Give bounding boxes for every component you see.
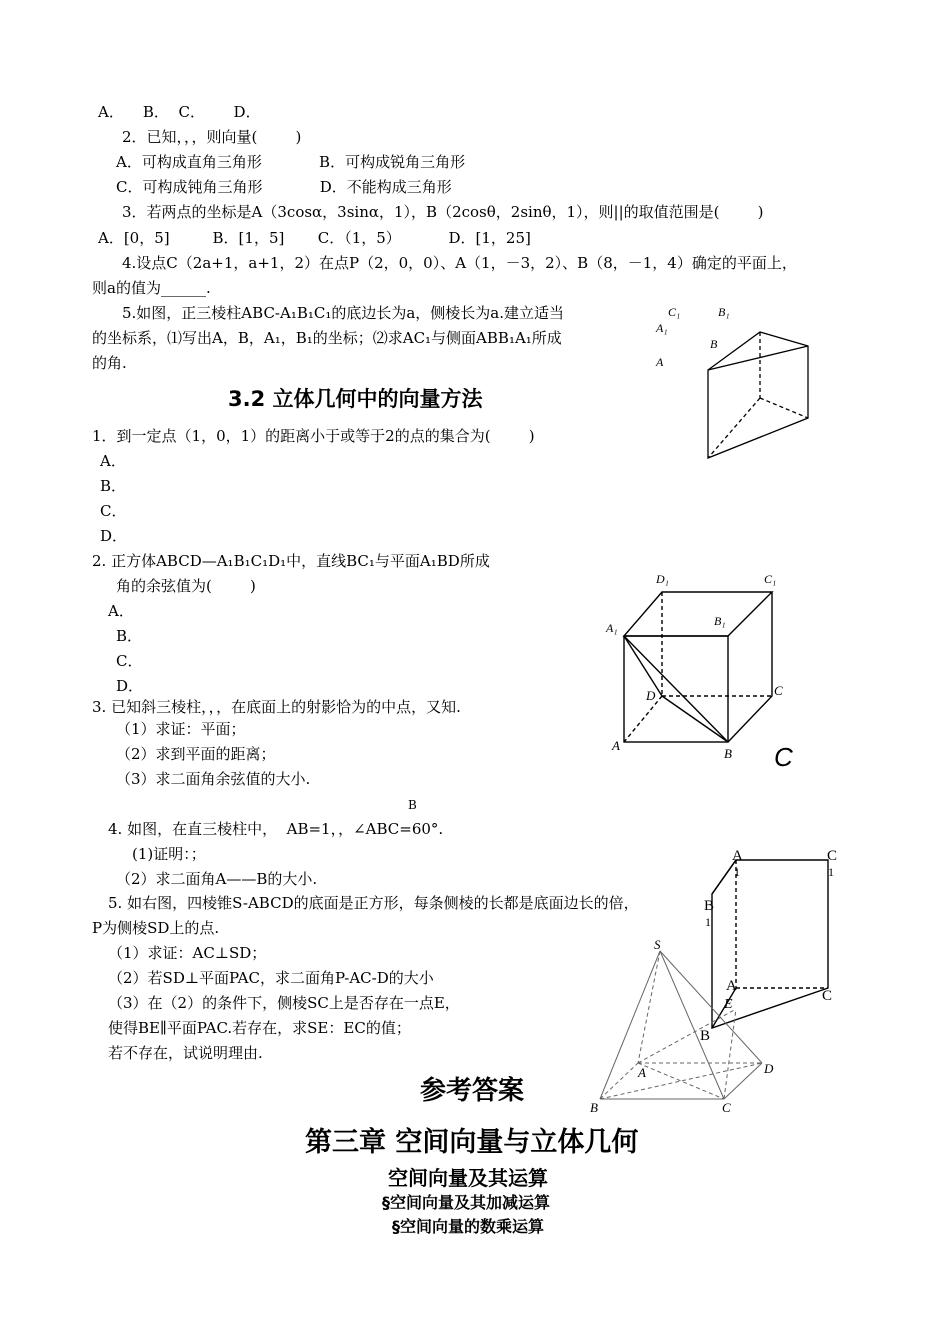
s32-q3-part3: （3）求二面角余弦值的大小.	[116, 770, 311, 788]
s32-q5-part1: （1）求证：AC⊥SD；	[108, 944, 267, 962]
right-prism-label-b-sub: 1	[705, 915, 711, 929]
s32-q2-option-b: B．	[116, 627, 143, 645]
answers-subtitle-1: 空间向量及其运算	[388, 1166, 548, 1190]
cube-label-d: D	[646, 688, 656, 703]
prism-label-b1: B₁	[718, 305, 730, 319]
pyramid-figure	[588, 935, 788, 1120]
pyramid-label-d: D	[764, 1061, 774, 1076]
s32-q5-part2: （2）若SD⊥平面PAC，求二面角P-AC-D的大小	[108, 969, 434, 987]
prism-label-c1: C₁	[668, 305, 681, 319]
s32-q2-option-a: A．	[108, 602, 134, 620]
cube-label-c: C	[774, 683, 783, 698]
q3-options: A．[0，5] B．[1，5] C．（1，5） D．[1，25]	[98, 229, 531, 247]
s32-q1-option-b: B．	[100, 477, 127, 495]
cube-label-b: B	[724, 746, 732, 761]
s32-q5-stem-1: 5. 如右图，四棱锥S-ABCD的底面是正方形，每条侧棱的长都是底面边长的倍，	[108, 894, 639, 912]
pyramid-label-e: E	[724, 997, 733, 1012]
right-prism-label-a-bottom: A	[726, 978, 737, 994]
s32-q5-stem-2: P为侧棱SD上的点.	[92, 919, 220, 937]
s32-q5-part3-end: 若不存在，试说明理由.	[108, 1044, 263, 1062]
answers-subtitle-2: §空间向量及其加减运算	[382, 1193, 551, 1212]
cube-big-letter-c: C	[774, 742, 793, 772]
s32-q4-stem: 4. 如图，在直三棱柱中， AB=1，，∠ABC=60°.	[108, 820, 444, 838]
q2-stem: 2．已知，，，则向量( )	[122, 128, 302, 146]
pyramid-label-a: A	[638, 1065, 646, 1080]
s32-q3-stem: 3. 已知斜三棱柱，，，在底面上的射影恰为的中点，又知.	[92, 698, 461, 716]
s32-q1-option-a: A．	[100, 452, 126, 470]
cube-label-b1: B₁	[714, 614, 726, 628]
q5-stem-3: 的角.	[92, 354, 127, 372]
s32-q4-part2: （2）求二面角A——B的大小.	[116, 870, 318, 888]
s32-q3-part1: （1）求证：平面；	[116, 720, 246, 738]
q4-stem: 4.设点C（2a+1，a+1，2）在点P（2，0，0）、A（1，－3，2）、B（8，－1，4）确定的平面上，	[122, 254, 797, 272]
cube-label-a1: A₁	[606, 621, 618, 635]
s32-q2-option-c: C．	[116, 652, 143, 670]
prism-label-b: B	[710, 337, 718, 351]
q4-answer-blank: 则a的值为______.	[92, 279, 211, 297]
cube-label-c1: C₁	[764, 572, 777, 586]
section-32-title: 3.2 立体几何中的向量方法	[228, 387, 483, 411]
s32-q1-option-c: C．	[100, 502, 127, 520]
cube-figure	[600, 568, 820, 772]
s32-q1-stem: 1．到一定点（1，0，1）的距离小于或等于2的点的集合为( )	[92, 427, 535, 445]
cube-label-a: A	[612, 738, 620, 753]
s32-q5-part3-cont: 使得BE∥平面PAC.若存在，求SE：EC的值；	[108, 1019, 411, 1037]
prism-label-a1: A₁	[656, 321, 668, 335]
s32-q1-option-d: D．	[100, 527, 128, 545]
right-prism-label-a-sub: 1	[734, 865, 740, 879]
cube-label-d1: D₁	[656, 572, 669, 586]
q5-stem-1: 5.如图，正三棱柱ABC-A₁B₁C₁的底边长为a，侧棱长为a.建立适当	[122, 304, 565, 322]
s32-q2-stem-1: 2. 正方体ABCD—A₁B₁C₁D₁中，直线BC₁与平面A₁BD所成	[92, 552, 490, 570]
s32-q5-part3: （3）在（2）的条件下，侧棱SC上是否存在一点E，	[108, 994, 460, 1012]
pyramid-label-b: B	[590, 1100, 598, 1115]
right-prism-label-a: A	[732, 848, 743, 864]
q5-stem-2: 的坐标系，⑴写出A，B，A₁，B₁的坐标；⑵求AC₁与侧面ABB₁A₁所成	[92, 329, 562, 347]
right-prism-label-c-bottom: C	[822, 988, 833, 1004]
prism-label-a: A	[656, 355, 664, 369]
answers-title: 参考答案	[420, 1076, 525, 1106]
right-prism-label-b-bottom: B	[700, 1028, 711, 1044]
triangular-prism-figure	[640, 300, 830, 470]
right-prism-label-c: C	[827, 848, 838, 864]
s32-q2-stem-2: 角的余弦值为( )	[116, 577, 256, 595]
answers-subtitle-3: §空间向量的数乘运算	[392, 1217, 545, 1236]
s32-q4-part1: (1)证明：；	[132, 845, 206, 863]
pyramid-label-s: S	[654, 937, 661, 952]
pyramid-label-c: C	[722, 1100, 731, 1115]
q2-options-ab: A．可构成直角三角形 B．可构成锐角三角形	[116, 153, 466, 171]
q3-stem: 3．若两点的坐标是A（3cosα，3sinα，1），B（2cosθ，2sinθ，1），则||的取值范围是( )	[122, 203, 764, 221]
s32-q2-option-d: D．	[116, 677, 144, 695]
chapter-title: 第三章 空间向量与立体几何	[305, 1127, 639, 1158]
q1-options: A． B． C． D．	[98, 103, 261, 121]
q2-options-cd: C．可构成钝角三角形 D．不能构成三角形	[116, 178, 452, 196]
right-prism-label-c-sub: 1	[828, 865, 834, 879]
right-prism-label-b: B	[704, 898, 715, 914]
s32-stray-label-b: B	[408, 798, 417, 812]
s32-q3-part2: （2）求到平面的距离；	[116, 745, 276, 763]
